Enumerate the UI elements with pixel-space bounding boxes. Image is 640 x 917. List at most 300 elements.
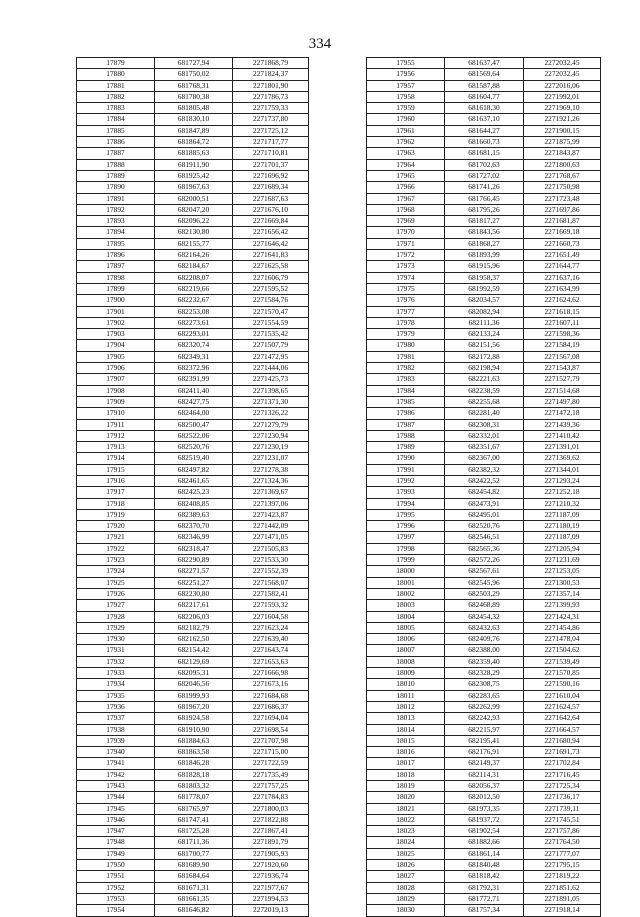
x-coordinate-cell: 682034,57 bbox=[445, 295, 524, 306]
table-row bbox=[367, 475, 601, 486]
table-row bbox=[367, 826, 601, 837]
point-number-cell: 17895 bbox=[77, 238, 155, 249]
table-row bbox=[367, 261, 601, 272]
table-row bbox=[77, 566, 309, 577]
x-coordinate-cell: 681847,89 bbox=[155, 125, 233, 136]
y-coordinate-cell: 2271681,87 bbox=[524, 216, 601, 227]
x-coordinate-cell: 681830,10 bbox=[155, 114, 233, 125]
table-row bbox=[77, 555, 309, 566]
table-row bbox=[77, 803, 309, 814]
point-number-cell: 17935 bbox=[77, 690, 155, 701]
x-coordinate-cell: 682422,52 bbox=[445, 475, 524, 486]
y-coordinate-cell: 2271723,48 bbox=[524, 193, 601, 204]
point-number-cell: 17945 bbox=[77, 803, 155, 814]
table-row bbox=[367, 498, 601, 509]
table-row bbox=[77, 396, 309, 407]
point-number-cell: 18012 bbox=[367, 701, 445, 712]
x-coordinate-cell: 681843,56 bbox=[445, 227, 524, 238]
table-row bbox=[77, 475, 309, 486]
table-row bbox=[77, 363, 309, 374]
x-coordinate-cell: 682308,75 bbox=[445, 679, 524, 690]
point-number-cell: 17913 bbox=[77, 442, 155, 453]
table-row bbox=[77, 317, 309, 328]
table-row bbox=[367, 103, 601, 114]
x-coordinate-cell: 681884,63 bbox=[155, 735, 233, 746]
x-coordinate-cell: 682238,59 bbox=[445, 385, 524, 396]
x-coordinate-cell: 681765,97 bbox=[155, 803, 233, 814]
point-number-cell: 17946 bbox=[77, 814, 155, 825]
x-coordinate-cell: 682162,50 bbox=[155, 634, 233, 645]
table-row bbox=[77, 159, 309, 170]
point-number-cell: 18024 bbox=[367, 837, 445, 848]
y-coordinate-cell: 2271905,93 bbox=[233, 848, 309, 859]
point-number-cell: 17983 bbox=[367, 374, 445, 385]
point-number-cell: 17909 bbox=[77, 396, 155, 407]
table-row bbox=[367, 238, 601, 249]
point-number-cell: 17926 bbox=[77, 588, 155, 599]
y-coordinate-cell: 2271875,99 bbox=[524, 137, 601, 148]
x-coordinate-cell: 682495,01 bbox=[445, 509, 524, 520]
point-number-cell: 18010 bbox=[367, 679, 445, 690]
table-row bbox=[77, 724, 309, 735]
y-coordinate-cell: 2271598,36 bbox=[524, 329, 601, 340]
y-coordinate-cell: 2271739,11 bbox=[524, 803, 601, 814]
y-coordinate-cell: 2271391,01 bbox=[524, 442, 601, 453]
x-coordinate-cell: 682232,67 bbox=[155, 295, 233, 306]
y-coordinate-cell: 2271669,84 bbox=[233, 216, 309, 227]
point-number-cell: 17897 bbox=[77, 261, 155, 272]
point-number-cell: 17964 bbox=[367, 159, 445, 170]
table-row bbox=[77, 419, 309, 430]
y-coordinate-cell: 2271604,58 bbox=[233, 611, 309, 622]
y-coordinate-cell: 2271637,16 bbox=[524, 272, 601, 283]
y-coordinate-cell: 2271653,63 bbox=[233, 656, 309, 667]
point-number-cell: 18002 bbox=[367, 588, 445, 599]
table-row bbox=[367, 860, 601, 871]
point-number-cell: 17931 bbox=[77, 645, 155, 656]
point-number-cell: 17893 bbox=[77, 216, 155, 227]
point-number-cell: 17925 bbox=[77, 577, 155, 588]
y-coordinate-cell: 2271784,83 bbox=[233, 792, 309, 803]
table-row bbox=[367, 340, 601, 351]
table-row bbox=[77, 306, 309, 317]
table-row bbox=[77, 487, 309, 498]
y-coordinate-cell: 2271552,39 bbox=[233, 566, 309, 577]
x-coordinate-cell: 681792,31 bbox=[445, 882, 524, 893]
y-coordinate-cell: 2271696,92 bbox=[233, 170, 309, 181]
point-number-cell: 18030 bbox=[367, 905, 445, 916]
y-coordinate-cell: 2271624,62 bbox=[524, 295, 601, 306]
point-number-cell: 17917 bbox=[77, 487, 155, 498]
x-coordinate-cell: 682046,56 bbox=[155, 679, 233, 690]
x-coordinate-cell: 682519,40 bbox=[155, 453, 233, 464]
x-coordinate-cell: 681967,20 bbox=[155, 701, 233, 712]
y-coordinate-cell: 2271535,42 bbox=[233, 329, 309, 340]
x-coordinate-cell: 682409,76 bbox=[445, 634, 524, 645]
x-coordinate-cell: 682468,89 bbox=[445, 600, 524, 611]
y-coordinate-cell: 2271994,53 bbox=[233, 893, 309, 904]
x-coordinate-cell: 682271,57 bbox=[155, 566, 233, 577]
table-row bbox=[367, 509, 601, 520]
x-coordinate-cell: 682114,31 bbox=[445, 769, 524, 780]
point-number-cell: 17891 bbox=[77, 193, 155, 204]
table-row bbox=[367, 306, 601, 317]
x-coordinate-cell: 681750,02 bbox=[155, 69, 233, 80]
y-coordinate-cell: 2271891,79 bbox=[233, 837, 309, 848]
x-coordinate-cell: 681805,48 bbox=[155, 103, 233, 114]
table-row bbox=[367, 769, 601, 780]
x-coordinate-cell: 682283,65 bbox=[445, 690, 524, 701]
x-coordinate-cell: 682111,36 bbox=[445, 317, 524, 328]
point-number-cell: 18022 bbox=[367, 814, 445, 825]
x-coordinate-cell: 682546,51 bbox=[445, 532, 524, 543]
y-coordinate-cell: 2271326,22 bbox=[233, 408, 309, 419]
table-row bbox=[77, 295, 309, 306]
table-row bbox=[367, 396, 601, 407]
x-coordinate-cell: 681915,96 bbox=[445, 261, 524, 272]
y-coordinate-cell: 2271698,54 bbox=[233, 724, 309, 735]
point-number-cell: 17900 bbox=[77, 295, 155, 306]
point-number-cell: 17938 bbox=[77, 724, 155, 735]
point-number-cell: 18026 bbox=[367, 860, 445, 871]
point-number-cell: 17920 bbox=[77, 521, 155, 532]
point-number-cell: 17990 bbox=[367, 453, 445, 464]
table-row bbox=[367, 622, 601, 633]
x-coordinate-cell: 682255,68 bbox=[445, 396, 524, 407]
y-coordinate-cell: 2271757,25 bbox=[233, 781, 309, 792]
y-coordinate-cell: 2271595,52 bbox=[233, 283, 309, 294]
x-coordinate-cell: 682208,07 bbox=[155, 272, 233, 283]
point-number-cell: 17976 bbox=[367, 295, 445, 306]
point-number-cell: 18009 bbox=[367, 668, 445, 679]
x-coordinate-cell: 682391,99 bbox=[155, 374, 233, 385]
y-coordinate-cell: 2271278,38 bbox=[233, 464, 309, 475]
x-coordinate-cell: 682520,76 bbox=[445, 521, 524, 532]
table-row bbox=[367, 114, 601, 125]
y-coordinate-cell: 2271900,15 bbox=[524, 125, 601, 136]
x-coordinate-cell: 681778,07 bbox=[155, 792, 233, 803]
table-row bbox=[367, 600, 601, 611]
x-coordinate-cell: 682320,74 bbox=[155, 340, 233, 351]
point-number-cell: 17890 bbox=[77, 182, 155, 193]
table-row bbox=[367, 283, 601, 294]
table-row bbox=[367, 679, 601, 690]
point-number-cell: 17994 bbox=[367, 498, 445, 509]
point-number-cell: 17995 bbox=[367, 509, 445, 520]
x-coordinate-cell: 682332,01 bbox=[445, 430, 524, 441]
point-number-cell: 18025 bbox=[367, 848, 445, 859]
point-number-cell: 17888 bbox=[77, 159, 155, 170]
y-coordinate-cell: 2271716,45 bbox=[524, 769, 601, 780]
x-coordinate-cell: 682149,37 bbox=[445, 758, 524, 769]
point-number-cell: 17965 bbox=[367, 170, 445, 181]
y-coordinate-cell: 2271644,77 bbox=[524, 261, 601, 272]
x-coordinate-cell: 681757,34 bbox=[445, 905, 524, 916]
x-coordinate-cell: 682388,00 bbox=[445, 645, 524, 656]
x-coordinate-cell: 681604,77 bbox=[445, 91, 524, 102]
x-coordinate-cell: 681689,90 bbox=[155, 860, 233, 871]
table-row bbox=[77, 860, 309, 871]
x-coordinate-cell: 681766,45 bbox=[445, 193, 524, 204]
x-coordinate-cell: 681925,42 bbox=[155, 170, 233, 181]
y-coordinate-cell: 2271725,34 bbox=[524, 781, 601, 792]
x-coordinate-cell: 682056,37 bbox=[445, 781, 524, 792]
point-number-cell: 17930 bbox=[77, 634, 155, 645]
table-row bbox=[367, 588, 601, 599]
point-number-cell: 17980 bbox=[367, 340, 445, 351]
y-coordinate-cell: 2271824,37 bbox=[233, 69, 309, 80]
x-coordinate-cell: 682130,80 bbox=[155, 227, 233, 238]
x-coordinate-cell: 681861,14 bbox=[445, 848, 524, 859]
y-coordinate-cell: 2271891,05 bbox=[524, 893, 601, 904]
table-row bbox=[77, 622, 309, 633]
point-number-cell: 17912 bbox=[77, 430, 155, 441]
y-coordinate-cell: 2271344,01 bbox=[524, 464, 601, 475]
x-coordinate-cell: 682133,24 bbox=[445, 329, 524, 340]
point-number-cell: 18001 bbox=[367, 577, 445, 588]
y-coordinate-cell: 2271442,09 bbox=[233, 521, 309, 532]
x-coordinate-cell: 682359,40 bbox=[445, 656, 524, 667]
y-coordinate-cell: 2271570,85 bbox=[524, 668, 601, 679]
point-number-cell: 18016 bbox=[367, 747, 445, 758]
table-row bbox=[367, 611, 601, 622]
y-coordinate-cell: 2271843,87 bbox=[524, 148, 601, 159]
x-coordinate-cell: 682217,61 bbox=[155, 600, 233, 611]
table-row bbox=[77, 645, 309, 656]
point-number-cell: 18017 bbox=[367, 758, 445, 769]
table-row bbox=[367, 724, 601, 735]
y-coordinate-cell: 2271230,94 bbox=[233, 430, 309, 441]
y-coordinate-cell: 2271651,49 bbox=[524, 250, 601, 261]
point-number-cell: 17907 bbox=[77, 374, 155, 385]
y-coordinate-cell: 2271279,79 bbox=[233, 419, 309, 430]
table-row bbox=[367, 69, 601, 80]
point-number-cell: 17902 bbox=[77, 317, 155, 328]
y-coordinate-cell: 2271757,86 bbox=[524, 826, 601, 837]
x-coordinate-cell: 682500,47 bbox=[155, 419, 233, 430]
y-coordinate-cell: 2271539,49 bbox=[524, 656, 601, 667]
table-row bbox=[367, 159, 601, 170]
x-coordinate-cell: 682251,27 bbox=[155, 577, 233, 588]
table-row bbox=[367, 882, 601, 893]
x-coordinate-cell: 682432,63 bbox=[445, 622, 524, 633]
x-coordinate-cell: 681569,64 bbox=[445, 69, 524, 80]
point-number-cell: 18020 bbox=[367, 792, 445, 803]
table-row bbox=[77, 826, 309, 837]
y-coordinate-cell: 2271694,04 bbox=[233, 713, 309, 724]
table-row bbox=[77, 283, 309, 294]
point-number-cell: 17991 bbox=[367, 464, 445, 475]
point-number-cell: 17929 bbox=[77, 622, 155, 633]
table-row bbox=[367, 521, 601, 532]
point-number-cell: 17936 bbox=[77, 701, 155, 712]
table-row bbox=[367, 747, 601, 758]
point-number-cell: 17953 bbox=[77, 893, 155, 904]
point-number-cell: 17993 bbox=[367, 487, 445, 498]
y-coordinate-cell: 2271425,73 bbox=[233, 374, 309, 385]
x-coordinate-cell: 681818,42 bbox=[445, 871, 524, 882]
table-row bbox=[77, 69, 309, 80]
point-number-cell: 17882 bbox=[77, 91, 155, 102]
y-coordinate-cell: 2271715,00 bbox=[233, 747, 309, 758]
point-number-cell: 17959 bbox=[367, 103, 445, 114]
table-row bbox=[77, 91, 309, 102]
x-coordinate-cell: 681587,88 bbox=[445, 80, 524, 91]
y-coordinate-cell: 2271357,14 bbox=[524, 588, 601, 599]
point-number-cell: 17979 bbox=[367, 329, 445, 340]
x-coordinate-cell: 682155,77 bbox=[155, 238, 233, 249]
point-number-cell: 17899 bbox=[77, 283, 155, 294]
y-coordinate-cell: 2271324,36 bbox=[233, 475, 309, 486]
table-row bbox=[367, 645, 601, 656]
table-row bbox=[367, 295, 601, 306]
y-coordinate-cell: 2271639,40 bbox=[233, 634, 309, 645]
x-coordinate-cell: 681741,26 bbox=[445, 182, 524, 193]
y-coordinate-cell: 2271795,15 bbox=[524, 860, 601, 871]
x-coordinate-cell: 681885,63 bbox=[155, 148, 233, 159]
table-row bbox=[367, 803, 601, 814]
table-row bbox=[77, 577, 309, 588]
point-number-cell: 17977 bbox=[367, 306, 445, 317]
table-row bbox=[367, 532, 601, 543]
point-number-cell: 17903 bbox=[77, 329, 155, 340]
x-coordinate-cell: 682473,91 bbox=[445, 498, 524, 509]
point-number-cell: 17957 bbox=[367, 80, 445, 91]
table-row bbox=[367, 566, 601, 577]
y-coordinate-cell: 2271992,01 bbox=[524, 91, 601, 102]
table-row bbox=[367, 250, 601, 261]
y-coordinate-cell: 2271750,98 bbox=[524, 182, 601, 193]
point-number-cell: 18007 bbox=[367, 645, 445, 656]
x-coordinate-cell: 681700,77 bbox=[155, 848, 233, 859]
point-number-cell: 17922 bbox=[77, 543, 155, 554]
point-number-cell: 17933 bbox=[77, 668, 155, 679]
table-row bbox=[77, 837, 309, 848]
table-row bbox=[367, 442, 601, 453]
y-coordinate-cell: 2271701,37 bbox=[233, 159, 309, 170]
x-coordinate-cell: 681725,28 bbox=[155, 826, 233, 837]
table-row bbox=[367, 555, 601, 566]
table-row bbox=[77, 814, 309, 825]
point-number-cell: 17966 bbox=[367, 182, 445, 193]
point-number-cell: 17918 bbox=[77, 498, 155, 509]
point-number-cell: 18006 bbox=[367, 634, 445, 645]
y-coordinate-cell: 2271444,06 bbox=[233, 363, 309, 374]
point-number-cell: 17928 bbox=[77, 611, 155, 622]
table-row bbox=[367, 735, 601, 746]
y-coordinate-cell: 2271187,09 bbox=[524, 532, 601, 543]
y-coordinate-cell: 2271606,79 bbox=[233, 272, 309, 283]
table-row bbox=[77, 781, 309, 792]
y-coordinate-cell: 2271735,49 bbox=[233, 769, 309, 780]
table-row bbox=[367, 848, 601, 859]
y-coordinate-cell: 2271643,74 bbox=[233, 645, 309, 656]
table-row bbox=[77, 600, 309, 611]
point-number-cell: 17921 bbox=[77, 532, 155, 543]
point-number-cell: 17947 bbox=[77, 826, 155, 837]
y-coordinate-cell: 2271424,31 bbox=[524, 611, 601, 622]
table-row bbox=[77, 521, 309, 532]
y-coordinate-cell: 2271768,67 bbox=[524, 170, 601, 181]
point-number-cell: 17898 bbox=[77, 272, 155, 283]
point-number-cell: 18013 bbox=[367, 713, 445, 724]
point-number-cell: 17975 bbox=[367, 283, 445, 294]
x-coordinate-cell: 682520,76 bbox=[155, 442, 233, 453]
x-coordinate-cell: 681644,27 bbox=[445, 125, 524, 136]
y-coordinate-cell: 2271472,18 bbox=[524, 408, 601, 419]
y-coordinate-cell: 2271851,62 bbox=[524, 882, 601, 893]
point-number-cell: 17885 bbox=[77, 125, 155, 136]
point-number-cell: 17942 bbox=[77, 769, 155, 780]
point-number-cell: 18008 bbox=[367, 656, 445, 667]
table-row bbox=[77, 340, 309, 351]
y-coordinate-cell: 2271920,60 bbox=[233, 860, 309, 871]
table-row bbox=[367, 871, 601, 882]
x-coordinate-cell: 682172,88 bbox=[445, 351, 524, 362]
x-coordinate-cell: 681828,18 bbox=[155, 769, 233, 780]
x-coordinate-cell: 681671,31 bbox=[155, 882, 233, 893]
x-coordinate-cell: 682290,89 bbox=[155, 555, 233, 566]
x-coordinate-cell: 682454,82 bbox=[445, 487, 524, 498]
x-coordinate-cell: 681911,90 bbox=[155, 159, 233, 170]
table-row bbox=[367, 80, 601, 91]
table-row bbox=[77, 216, 309, 227]
table-row bbox=[77, 408, 309, 419]
x-coordinate-cell: 682349,31 bbox=[155, 351, 233, 362]
y-coordinate-cell: 2271623,24 bbox=[233, 622, 309, 633]
x-coordinate-cell: 681910,90 bbox=[155, 724, 233, 735]
point-number-cell: 17904 bbox=[77, 340, 155, 351]
point-number-cell: 17978 bbox=[367, 317, 445, 328]
x-coordinate-cell: 681711,36 bbox=[155, 837, 233, 848]
point-number-cell: 17894 bbox=[77, 227, 155, 238]
y-coordinate-cell: 2271702,84 bbox=[524, 758, 601, 769]
y-coordinate-cell: 2271867,41 bbox=[233, 826, 309, 837]
y-coordinate-cell: 2271624,57 bbox=[524, 701, 601, 712]
table-row bbox=[367, 814, 601, 825]
point-number-cell: 17968 bbox=[367, 204, 445, 215]
y-coordinate-cell: 2271646,42 bbox=[233, 238, 309, 249]
x-coordinate-cell: 682262,99 bbox=[445, 701, 524, 712]
x-coordinate-cell: 682427,75 bbox=[155, 396, 233, 407]
x-coordinate-cell: 681618,30 bbox=[445, 103, 524, 114]
x-coordinate-cell: 682308,31 bbox=[445, 419, 524, 430]
point-number-cell: 18027 bbox=[367, 871, 445, 882]
x-coordinate-cell: 682230,80 bbox=[155, 588, 233, 599]
point-number-cell: 17984 bbox=[367, 385, 445, 396]
point-number-cell: 17883 bbox=[77, 103, 155, 114]
x-coordinate-cell: 682000,51 bbox=[155, 193, 233, 204]
table-row bbox=[367, 204, 601, 215]
point-number-cell: 17908 bbox=[77, 385, 155, 396]
point-number-cell: 17985 bbox=[367, 396, 445, 407]
x-coordinate-cell: 682565,36 bbox=[445, 543, 524, 554]
x-coordinate-cell: 682253,08 bbox=[155, 306, 233, 317]
point-number-cell: 17973 bbox=[367, 261, 445, 272]
x-coordinate-cell: 682545,96 bbox=[445, 577, 524, 588]
y-coordinate-cell: 2271918,14 bbox=[524, 905, 601, 916]
table-row bbox=[367, 893, 601, 904]
x-coordinate-cell: 681646,82 bbox=[155, 905, 233, 916]
coordinates-table-right bbox=[366, 57, 601, 917]
y-coordinate-cell: 2271471,05 bbox=[233, 532, 309, 543]
x-coordinate-cell: 682382,32 bbox=[445, 464, 524, 475]
x-coordinate-cell: 682151,56 bbox=[445, 340, 524, 351]
point-number-cell: 17914 bbox=[77, 453, 155, 464]
table-row bbox=[367, 408, 601, 419]
y-coordinate-cell: 2271497,80 bbox=[524, 396, 601, 407]
y-coordinate-cell: 2272032,45 bbox=[524, 58, 601, 69]
